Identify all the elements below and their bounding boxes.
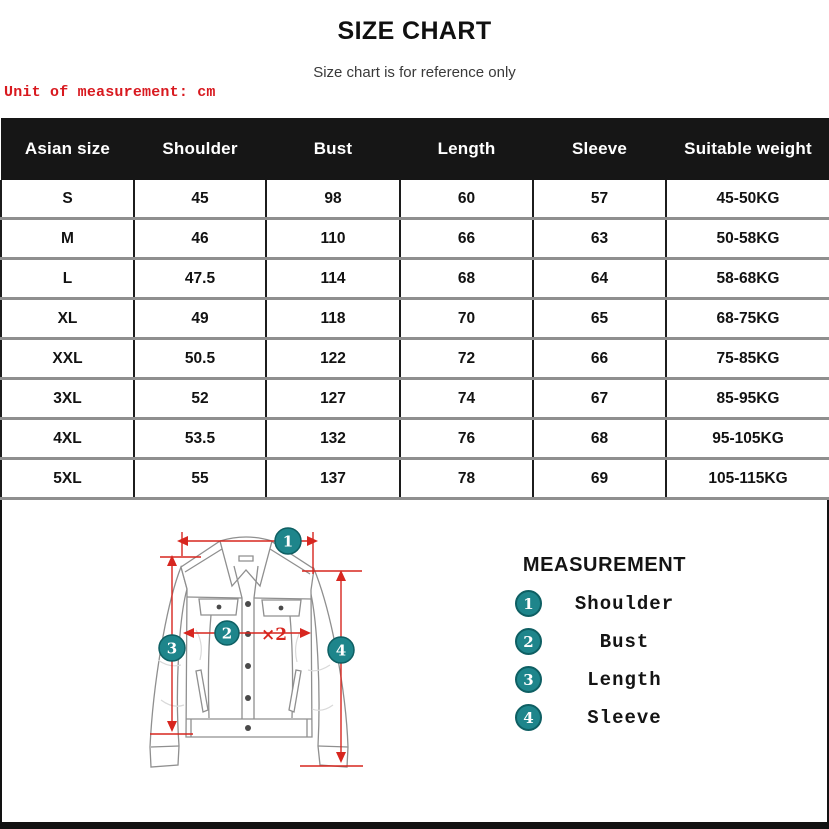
table-row bbox=[1, 180, 829, 219]
table-cell: 72 bbox=[400, 339, 533, 379]
table-cell: S bbox=[1, 180, 134, 219]
marker-3 bbox=[159, 635, 185, 661]
table-cell: 67 bbox=[533, 379, 666, 419]
table-cell: 66 bbox=[400, 219, 533, 259]
table-cell: 70 bbox=[400, 299, 533, 339]
table-cell: 4XL bbox=[1, 419, 134, 459]
column-header-bust: Bust bbox=[266, 118, 400, 180]
legend-item-bust bbox=[502, 628, 707, 655]
table-cell: M bbox=[1, 219, 134, 259]
table-cell: 76 bbox=[400, 419, 533, 459]
table-cell: 60 bbox=[400, 180, 533, 219]
legend-number-badge-4: 4 bbox=[515, 704, 542, 731]
table-cell: 137 bbox=[266, 459, 400, 499]
table-cell: XL bbox=[1, 299, 134, 339]
table-cell: 50.5 bbox=[134, 339, 266, 379]
table-row bbox=[1, 459, 829, 499]
table-cell: 45-50KG bbox=[666, 180, 829, 219]
measurement-section bbox=[0, 500, 829, 829]
legend-item-shoulder bbox=[502, 590, 707, 617]
measurement-legend bbox=[502, 554, 707, 742]
table-cell: 68 bbox=[400, 259, 533, 299]
table-cell: 45 bbox=[134, 180, 266, 219]
table-cell: 85-95KG bbox=[666, 379, 829, 419]
table-cell: 65 bbox=[533, 299, 666, 339]
table-cell: 98 bbox=[266, 180, 400, 219]
table-row bbox=[1, 219, 829, 259]
column-header-shoulder: Shoulder bbox=[134, 118, 266, 180]
marker-1-number: 1 bbox=[282, 532, 294, 551]
table-cell: 3XL bbox=[1, 379, 134, 419]
table-cell: 5XL bbox=[1, 459, 134, 499]
table-cell: 75-85KG bbox=[666, 339, 829, 379]
table-cell: 63 bbox=[533, 219, 666, 259]
table-row bbox=[1, 259, 829, 299]
table-cell: 105-115KG bbox=[666, 459, 829, 499]
table-cell: 132 bbox=[266, 419, 400, 459]
table-cell: 52 bbox=[134, 379, 266, 419]
table-cell: 46 bbox=[134, 219, 266, 259]
table-cell: 114 bbox=[266, 259, 400, 299]
table-cell: XXL bbox=[1, 339, 134, 379]
table-row bbox=[1, 379, 829, 419]
marker-2 bbox=[215, 621, 239, 645]
table-cell: 50-58KG bbox=[666, 219, 829, 259]
table-header-row bbox=[1, 118, 829, 180]
table-cell: 95-105KG bbox=[666, 419, 829, 459]
table-cell: 69 bbox=[533, 459, 666, 499]
legend-number-badge-2: 2 bbox=[515, 628, 542, 655]
marker-4 bbox=[328, 637, 354, 663]
legend-number-badge-1: 1 bbox=[515, 590, 542, 617]
column-header-length: Length bbox=[400, 118, 533, 180]
legend-item-length bbox=[502, 666, 707, 693]
marker-1 bbox=[275, 528, 301, 554]
legend-item-sleeve bbox=[502, 704, 707, 731]
table-cell: 53.5 bbox=[134, 419, 266, 459]
legend-label-sleeve: Sleeve bbox=[587, 706, 662, 729]
table-cell: 64 bbox=[533, 259, 666, 299]
table-cell: 127 bbox=[266, 379, 400, 419]
table-row bbox=[1, 419, 829, 459]
unit-of-measurement-note: Unit of measurement: cm bbox=[4, 84, 216, 101]
legend-title: MEASUREMENT bbox=[522, 554, 687, 576]
table-row bbox=[1, 299, 829, 339]
table-cell: 74 bbox=[400, 379, 533, 419]
column-header-sleeve: Sleeve bbox=[533, 118, 666, 180]
page-subtitle: Size chart is for reference only bbox=[313, 64, 516, 81]
table-cell: 57 bbox=[533, 180, 666, 219]
table-cell: 78 bbox=[400, 459, 533, 499]
legend-label-bust: Bust bbox=[599, 630, 650, 653]
table-cell: 110 bbox=[266, 219, 400, 259]
legend-label-length: Length bbox=[587, 668, 662, 691]
marker-2-number: 2 bbox=[221, 624, 233, 643]
marker-4-number: 4 bbox=[335, 641, 347, 660]
legend-label-shoulder: Shoulder bbox=[574, 592, 675, 615]
marker-3-number: 3 bbox=[166, 639, 178, 658]
table-cell: 55 bbox=[134, 459, 266, 499]
table-cell: 68 bbox=[533, 419, 666, 459]
jacket-left-sleeve bbox=[150, 567, 187, 767]
table-cell: 47.5 bbox=[134, 259, 266, 299]
page-title: SIZE CHART bbox=[337, 17, 492, 45]
bust-multiplier-label: ×2 bbox=[260, 625, 288, 645]
jacket-right-sleeve bbox=[310, 569, 348, 767]
table-cell: 66 bbox=[533, 339, 666, 379]
table-cell: 68-75KG bbox=[666, 299, 829, 339]
table-cell: 49 bbox=[134, 299, 266, 339]
size-table bbox=[0, 118, 829, 500]
table-cell: 118 bbox=[266, 299, 400, 339]
table-cell: L bbox=[1, 259, 134, 299]
legend-number-badge-3: 3 bbox=[515, 666, 542, 693]
column-header-asian-size: Asian size bbox=[1, 118, 134, 180]
table-cell: 122 bbox=[266, 339, 400, 379]
table-row bbox=[1, 339, 829, 379]
column-header-suitable-weight: Suitable weight bbox=[666, 118, 829, 180]
table-cell: 58-68KG bbox=[666, 259, 829, 299]
